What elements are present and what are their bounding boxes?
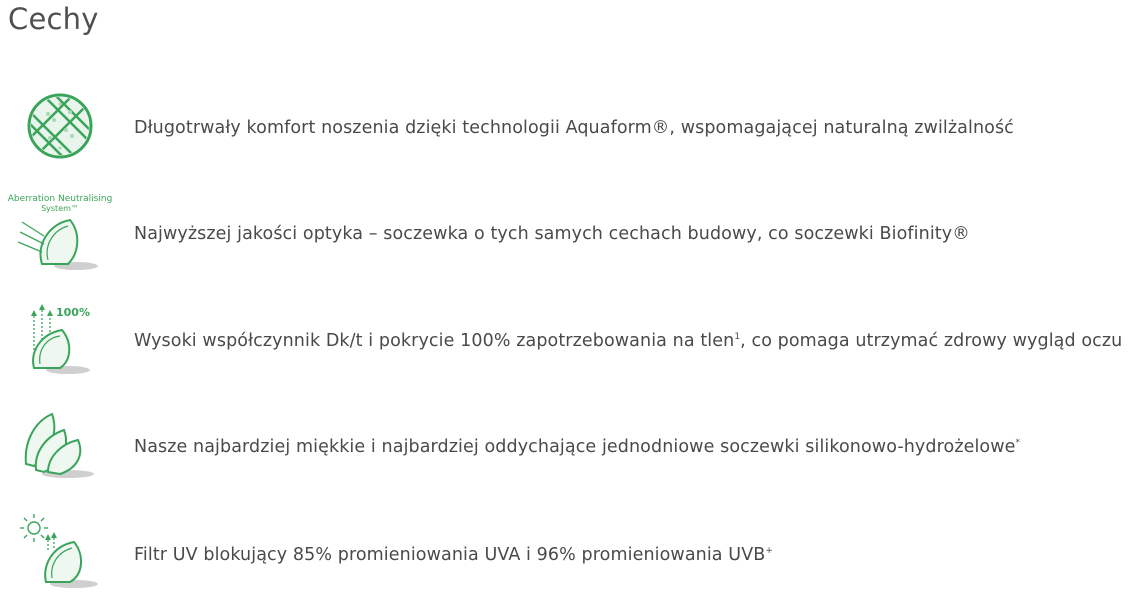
aberration-lens-icon — [8, 186, 112, 286]
feature-text: Długotrwały komfort noszenia dzięki technologii Aquaform®, wspomagającej naturalną zwilżalność — [134, 118, 1014, 138]
soft-lenses-icon — [8, 400, 112, 500]
oxygen-lens-icon — [8, 292, 112, 392]
icon-label: 100% — [56, 306, 90, 319]
feature-text: Wysoki współczynnik Dk/t i pokrycie 100% zapotrzebowania na tlen$^1$, co pomaga utrzymać zdrowy wygląd oczu — [134, 331, 1123, 351]
feature-item — [0, 186, 1130, 286]
uv-sun-lens-icon — [8, 508, 112, 608]
feature-item — [0, 400, 1130, 500]
feature-text: Nasze najbardziej miękkie i najbardziej oddychające jednodniowe soczewki silikonowo-hydrożelowe* — [134, 437, 1021, 457]
feature-item — [0, 292, 1130, 392]
feature-item — [0, 508, 1130, 608]
page-title: Cechy — [8, 2, 99, 36]
feature-item — [0, 78, 1130, 178]
aquaform-mesh-icon — [8, 78, 112, 178]
icon-label: Aberration Neutralising — [8, 194, 112, 204]
icon-label: System™ — [41, 204, 79, 213]
feature-text: Filtr UV blokujący 85% promieniowania UVA i 96% promieniowania UVB+ — [134, 545, 774, 565]
feature-text: Najwyższej jakości optyka – soczewka o tych samych cechach budowy, co soczewki Biofinity® — [134, 224, 970, 244]
